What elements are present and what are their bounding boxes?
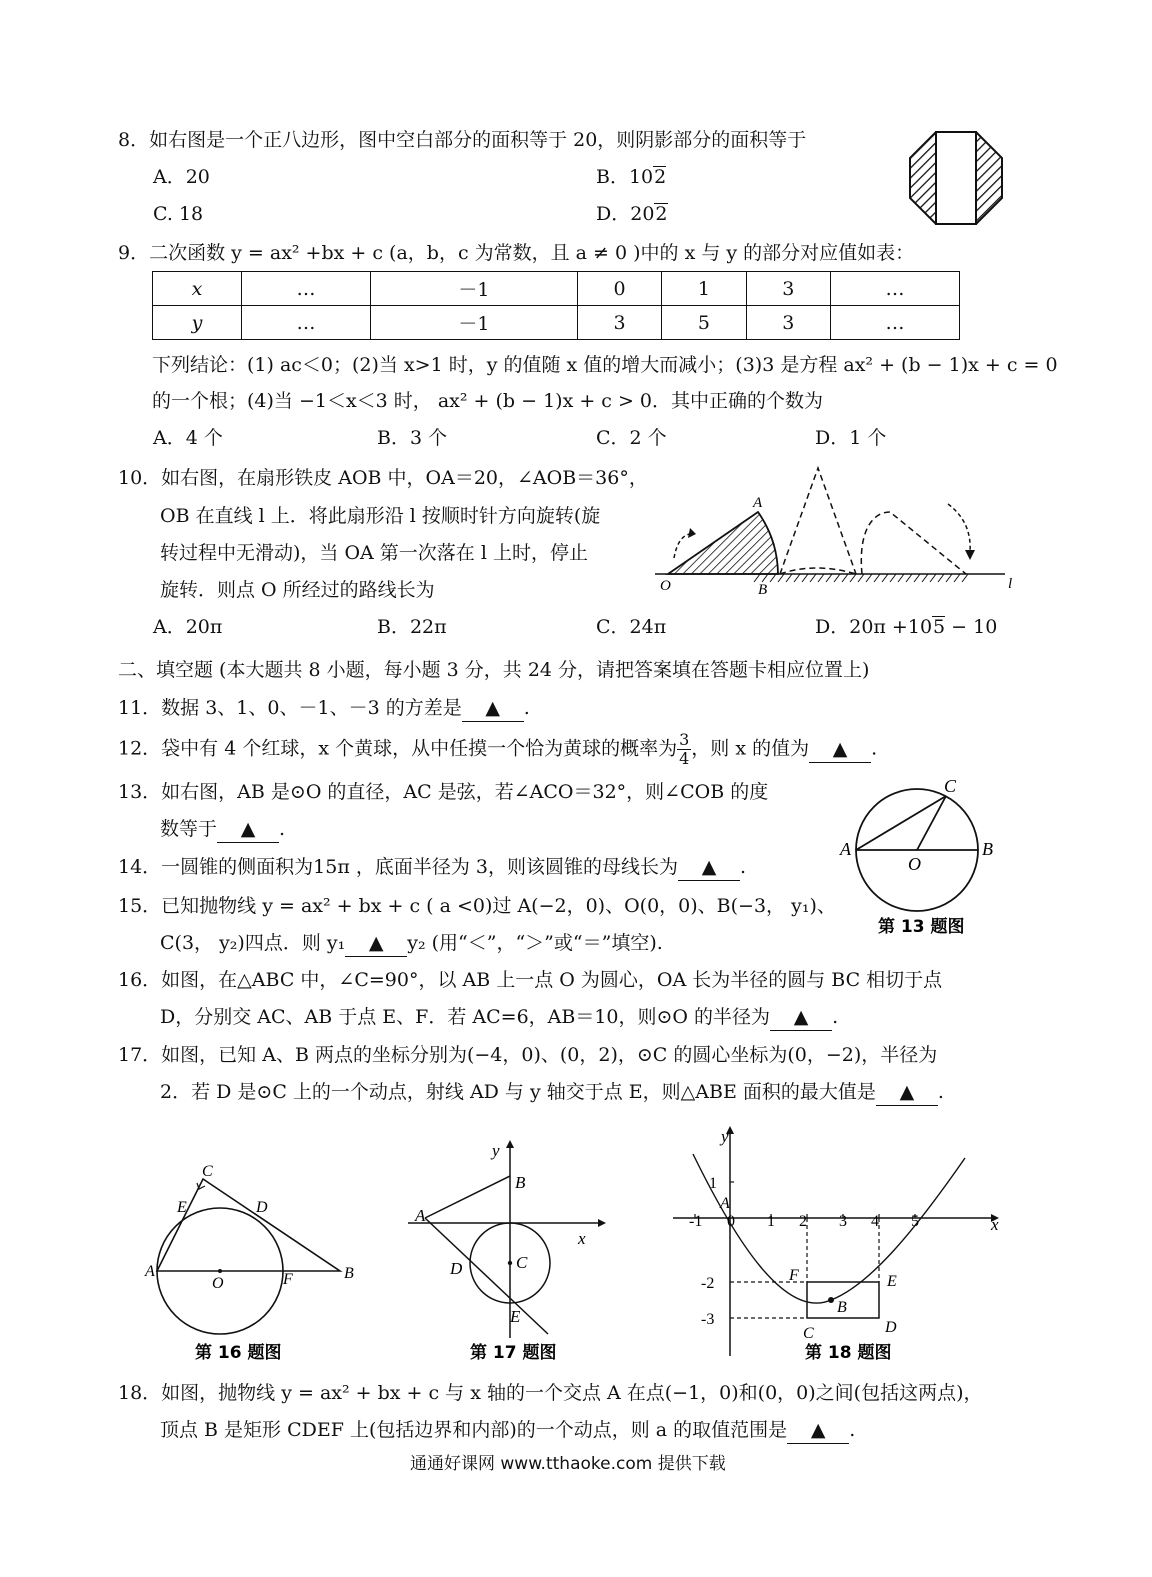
svg-text:B: B xyxy=(515,1173,526,1192)
svg-text:B: B xyxy=(837,1299,847,1316)
q18-line1: 18．如图，抛物线 y = ax² + bx + c 与 x 轴的一个交点 A 在点(−1，0)和(0，0)之间(包括这两点)， xyxy=(118,1382,983,1404)
svg-text:0: 0 xyxy=(727,1213,735,1230)
q15-line2: C(3， y₂)四点．则 y₁ ▲ y₂ (用“＜”，“＞”或“＝”填空). xyxy=(160,930,663,957)
svg-text:O: O xyxy=(908,854,921,874)
q15-line1: 15．已知抛物线 y = ax² + bx + c ( a <0)过 A(−2，0)、O(0，0)、B(−3， y₁)、 xyxy=(118,895,836,917)
svg-text:B: B xyxy=(344,1265,354,1282)
svg-text:C: C xyxy=(944,776,957,796)
q17-caption: 第 17 题图 xyxy=(470,1343,557,1363)
q10-line3: 转过程中无滑动)，当 OA 第一次落在 l 上时，停止 xyxy=(160,542,588,564)
answer-blank[interactable]: ▲ xyxy=(770,1004,832,1031)
q18-line2: 顶点 B 是矩形 CDEF 上(包括边界和内部)的一个动点，则 a 的取值范围是 ▲ . xyxy=(160,1417,855,1444)
q8-option-a: A．20 xyxy=(153,166,210,188)
q8-option-b: B．102 xyxy=(596,166,667,188)
q16-caption: 第 16 题图 xyxy=(195,1343,282,1363)
q9-stem: 9．二次函数 y = ax² +bx + c (a，b，c 为常数，且 a ≠ 0 )中的 x 与 y 的部分对应值如表： xyxy=(118,242,915,264)
answer-blank[interactable]: ▲ xyxy=(787,1417,849,1444)
answer-blank[interactable]: ▲ xyxy=(345,930,407,957)
q13-line2: 数等于 ▲ . xyxy=(160,816,285,843)
q9-option-d: D．1 个 xyxy=(815,427,887,449)
q10-option-b: B．22π xyxy=(377,616,447,638)
answer-blank[interactable]: ▲ xyxy=(217,816,279,843)
svg-text:3: 3 xyxy=(839,1213,847,1230)
q10-label-l: l xyxy=(1008,576,1013,592)
table-row: y … －1 3 5 3 … xyxy=(153,306,960,340)
answer-blank[interactable]: ▲ xyxy=(462,695,524,722)
q10-line2: OB 在直线 l 上．将此扇形沿 l 按顺时针方向旋转(旋 xyxy=(160,505,601,527)
q16-line1: 16．如图，在△ABC 中，∠C=90°，以 AB 上一点 O 为圆心，OA 长为半径的圆与 BC 相切于点 xyxy=(118,969,943,991)
svg-text:D: D xyxy=(885,1319,897,1336)
svg-text:-2: -2 xyxy=(701,1275,715,1292)
svg-text:4: 4 xyxy=(871,1213,879,1230)
q18-figure xyxy=(665,1120,1015,1370)
svg-text:B: B xyxy=(982,839,993,859)
q13-line1: 13．如右图，AB 是⊙O 的直径，AC 是弦，若∠ACO＝32°，则∠COB 的度 xyxy=(118,781,769,803)
q13-circle-figure xyxy=(835,772,1005,942)
svg-text:C: C xyxy=(803,1325,814,1342)
svg-text:F: F xyxy=(789,1267,799,1284)
answer-blank[interactable]: ▲ xyxy=(809,736,871,763)
svg-text:E: E xyxy=(177,1199,187,1216)
probability-fraction: $\frac{3}{4}$ xyxy=(679,730,690,768)
answer-blank[interactable]: ▲ xyxy=(876,1079,938,1106)
q17-line2: 2．若 D 是⊙C 上的一个动点，射线 AD 与 y 轴交于点 E，则△ABE 面积的最大值是 ▲ . xyxy=(160,1079,944,1106)
svg-text:E: E xyxy=(887,1273,897,1290)
q16-line2: D，分别交 AC、AB 于点 E、F．若 AC=6，AB＝10，则⊙O 的半径为 ▲ . xyxy=(160,1004,838,1031)
svg-text:x: x xyxy=(578,1229,586,1248)
svg-text:O: O xyxy=(212,1275,224,1292)
svg-text:x: x xyxy=(991,1215,999,1234)
q10-line4: 旋转．则点 O 所经过的路线长为 xyxy=(160,579,435,601)
q10-label-b: B xyxy=(758,582,768,598)
q10-sector-figure xyxy=(650,462,1020,602)
q9-option-c: C．2 个 xyxy=(596,427,667,449)
svg-text:2: 2 xyxy=(799,1213,807,1230)
svg-text:-1: -1 xyxy=(689,1213,703,1230)
q9-option-a: A．4 个 xyxy=(153,427,223,449)
answer-blank[interactable]: ▲ xyxy=(678,854,740,881)
svg-text:A: A xyxy=(415,1206,426,1225)
q9-value-table xyxy=(152,271,960,340)
svg-text:5: 5 xyxy=(911,1213,919,1230)
svg-text:F: F xyxy=(283,1271,293,1288)
q10-option-c: C．24π xyxy=(596,616,667,638)
svg-text:y: y xyxy=(492,1141,500,1160)
page-footer: 通通好课网 www.tthaoke.com 提供下载 xyxy=(410,1454,726,1474)
svg-text:1: 1 xyxy=(709,1175,717,1192)
q10-option-d: D．20π +105 − 10 xyxy=(815,616,998,638)
octagon-figure xyxy=(908,130,1004,226)
svg-text:D: D xyxy=(256,1199,268,1216)
q8-option-d: D．202 xyxy=(596,203,668,225)
q14: 14．一圆锥的侧面积为15π ，底面半径为 3，则该圆锥的母线长为 ▲ . xyxy=(118,854,746,881)
svg-text:1: 1 xyxy=(767,1213,775,1230)
svg-text:E: E xyxy=(510,1307,521,1326)
q9-line2: 的一个根；(4)当 −1＜x＜3 时， ax² + (b − 1)x + c > 0．其中正确的个数为 xyxy=(152,390,824,412)
q8-option-c: C. 18 xyxy=(153,203,204,225)
svg-text:C: C xyxy=(516,1253,528,1272)
q17-line1: 17．如图，已知 A、B 两点的坐标分别为(−4，0)、(0，2)，⊙C 的圆心坐标为(0，−2)，半径为 xyxy=(118,1044,938,1066)
q18-caption: 第 18 题图 xyxy=(805,1343,892,1363)
q10-option-a: A．20π xyxy=(153,616,223,638)
q9-option-b: B．3 个 xyxy=(377,427,448,449)
q8-stem: 8．如右图是一个正八边形，图中空白部分的面积等于 20，则阴影部分的面积等于 xyxy=(118,129,807,151)
q17-figure xyxy=(400,1138,610,1370)
svg-text:A: A xyxy=(145,1263,155,1280)
q11: 11．数据 3、1、0、－1、－3 的方差是 ▲ . xyxy=(118,695,530,722)
svg-text:y: y xyxy=(721,1127,729,1146)
table-row: x … －1 0 1 3 … xyxy=(153,272,960,306)
section-2-heading: 二、填空题 (本大题共 8 小题，每小题 3 分，共 24 分，请把答案填在答题卡相应位置上) xyxy=(118,659,870,681)
q16-figure xyxy=(140,1160,370,1370)
svg-text:C: C xyxy=(202,1163,213,1180)
q13-caption: 第 13 题图 xyxy=(878,917,965,937)
svg-text:A: A xyxy=(840,839,851,859)
svg-text:D: D xyxy=(450,1259,463,1278)
q10-line1: 10．如右图，在扇形铁皮 AOB 中，OA＝20，∠AOB＝36°， xyxy=(118,467,648,489)
svg-text:A: A xyxy=(720,1195,730,1212)
q9-line1: 下列结论：(1) ac＜0；(2)当 x>1 时，y 的值随 x 值的增大而减小；(3)3 是方程 ax² + (b − 1)x + c = 0 xyxy=(152,354,1058,376)
q10-label-o: O xyxy=(660,578,671,594)
svg-text:-3: -3 xyxy=(701,1311,715,1328)
q10-label-a: A xyxy=(753,495,763,511)
q12: 12．袋中有 4 个红球，x 个黄球，从中任摸一个恰为黄球的概率为 $\frac{3}{4}$ ，则 x 的值为 ▲ . xyxy=(118,730,878,768)
